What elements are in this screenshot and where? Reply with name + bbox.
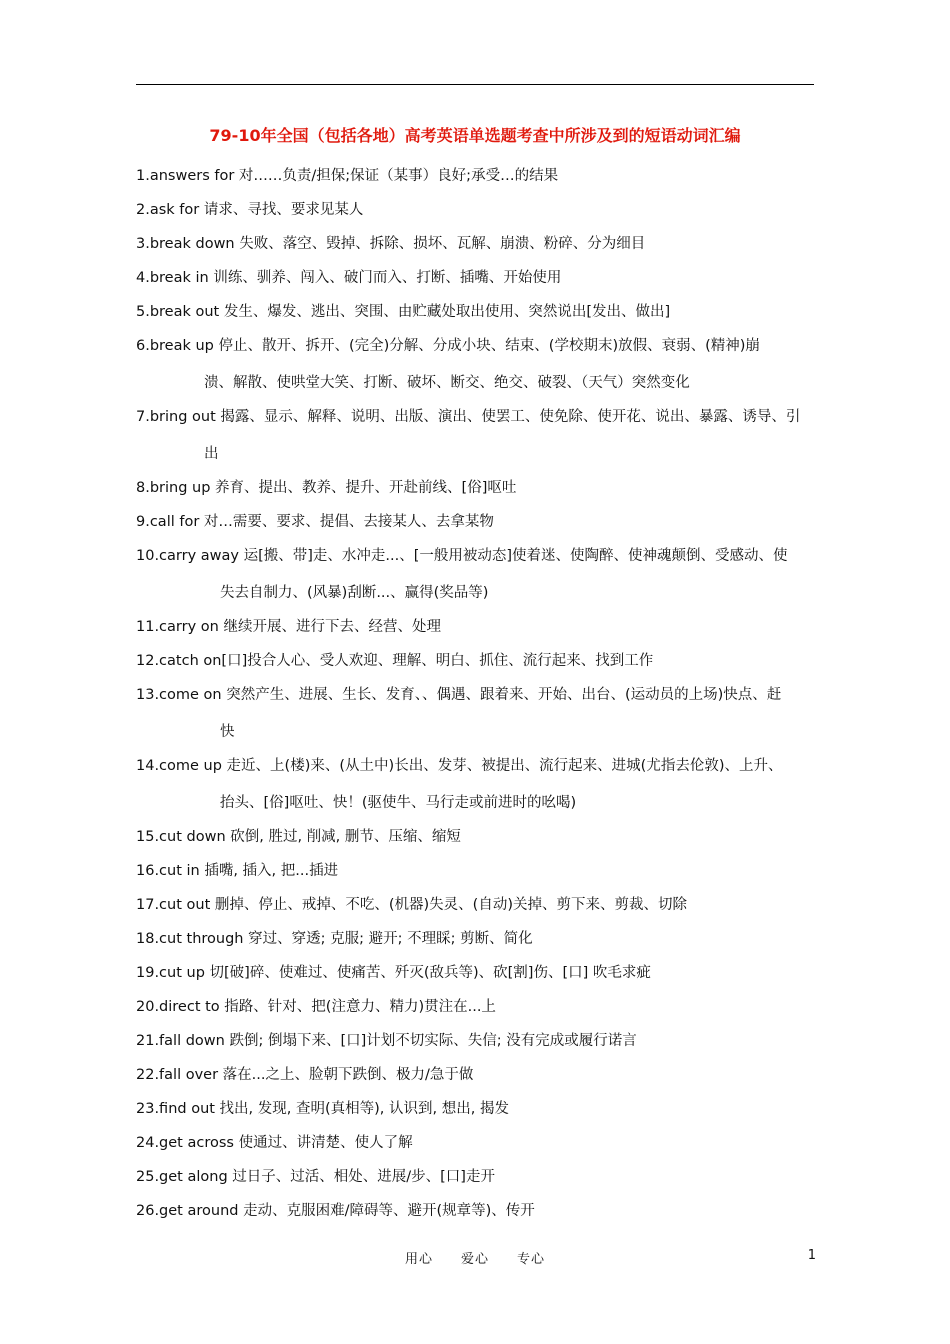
phrase-entry-text: 17.cut out 删掉、停止、戒掉、不吃、(机器)失灵、(自动)关掉、剪下来、剪裁、切除 [136, 897, 687, 913]
phrase-list [136, 158, 816, 1227]
page-number: 1 [807, 1248, 816, 1263]
phrase-entry-continuation: 抬头、[俗]呕吐、快！(驱使牛、马行走或前进时的吆喝) [220, 795, 577, 811]
phrase-entry [136, 748, 816, 822]
phrase-entry [136, 1193, 816, 1230]
phrase-entry-text: 24.get across 使通过、讲清楚、使人了解 [136, 1135, 413, 1151]
phrase-entry [136, 538, 816, 612]
phrase-entry-text: 26.get around 走动、克服困难/障碍等、避开(规章等)、传开 [136, 1203, 535, 1219]
phrase-entry [136, 643, 816, 680]
phrase-entry-text: 22.fall over 落在...之上、脸朝下跌倒、极力/急于做 [136, 1067, 474, 1083]
phrase-entry [136, 1057, 816, 1094]
phrase-entry [136, 853, 816, 890]
phrase-entry-text: 23.find out 找出, 发现, 查明(真相等), 认识到, 想出, 揭发 [136, 1101, 509, 1117]
phrase-entry [136, 921, 816, 958]
phrase-entry-continuation: 溃、解散、使哄堂大笑、打断、破坏、断交、绝交、破裂、（天气）突然变化 [204, 375, 690, 391]
footer-motto: 用心 爱心 专心 [404, 1252, 545, 1267]
phrase-entry [136, 819, 816, 856]
phrase-entry [136, 260, 816, 297]
phrase-entry-text: 4.break in 训练、驯养、闯入、破门而入、打断、插嘴、开始使用 [136, 270, 562, 286]
phrase-entry-text: 6.break up 停止、散开、拆开、(完全)分解、分成小块、结束、(学校期末)放假、衰弱、(精神)崩 [136, 338, 760, 354]
phrase-entry-text: 8.bring up 养育、提出、教养、提升、开赴前线、[俗]呕吐 [136, 480, 517, 496]
phrase-entry-text: 15.cut down 砍倒, 胜过, 削减, 删节、压缩、缩短 [136, 829, 461, 845]
phrase-entry-text: 20.direct to 指路、针对、把(注意力、精力)贯注在...上 [136, 999, 496, 1015]
phrase-entry-text: 18.cut through 穿过、穿透; 克服; 避开; 不理睬; 剪断、简化 [136, 931, 533, 947]
phrase-entry [136, 399, 816, 473]
phrase-entry [136, 470, 816, 507]
phrase-entry-continuation: 出 [204, 446, 219, 462]
phrase-entry-text: 25.get along 过日子、过活、相处、进展/步、[口]走开 [136, 1169, 495, 1185]
phrase-entry-text: 11.carry on 继续开展、进行下去、经营、处理 [136, 619, 441, 635]
phrase-entry-text: 10.carry away 运[搬、带]走、水冲走...、[一般用被动态]使着迷、使陶醉、使神魂颠倒、受感动、使 [136, 548, 788, 564]
phrase-entry-text: 16.cut in 插嘴, 插入, 把...插进 [136, 863, 339, 879]
phrase-entry-text: 21.fall down 跌倒; 倒塌下来、[口]计划不切实际、失信; 没有完成或履行诺言 [136, 1033, 637, 1049]
phrase-entry [136, 609, 816, 646]
phrase-entry [136, 1159, 816, 1196]
phrase-entry-text: 14.come up 走近、上(楼)来、(从土中)长出、发芽、被提出、流行起来、进城(尤指去伦敦)、上升、 [136, 758, 783, 774]
phrase-entry [136, 677, 816, 751]
header-rule [136, 84, 814, 85]
phrase-entry-text: 2.ask for 请求、寻找、要求见某人 [136, 202, 364, 218]
phrase-entry [136, 1023, 816, 1060]
phrase-entry [136, 1125, 816, 1162]
phrase-entry-text: 5.break out 发生、爆发、逃出、突围、由贮藏处取出使用、突然说出[发出、做出] [136, 304, 671, 320]
phrase-entry-text: 12.catch on[口]投合人心、受人欢迎、理解、明白、抓住、流行起来、找到工作 [136, 653, 654, 669]
phrase-entry-text: 19.cut up 切[破]碎、使难过、使痛苦、歼灭(敌兵等)、砍[割]伤、[口] 吹毛求疵 [136, 965, 651, 981]
phrase-entry [136, 294, 816, 331]
document-title: 79-10年全国（包括各地）高考英语单选题考查中所涉及到的短语动词汇编 [209, 126, 741, 145]
phrase-entry-continuation: 快 [220, 724, 235, 740]
phrase-entry-continuation: 失去自制力、(风暴)刮断...、赢得(奖品等) [220, 585, 489, 601]
phrase-entry-text: 3.break down 失败、落空、毁掉、拆除、损坏、瓦解、崩溃、粉碎、分为细目 [136, 236, 646, 252]
phrase-entry [136, 192, 816, 229]
phrase-entry [136, 887, 816, 924]
phrase-entry [136, 328, 816, 402]
phrase-entry-text: 1.answers for 对……负责/担保;保证（某事）良好;承受…的结果 [136, 168, 559, 184]
phrase-entry-text: 13.come on 突然产生、进展、生长、发育、、偶遇、跟着来、开始、出台、(运动员的上场)快点、赶 [136, 687, 782, 703]
phrase-entry [136, 226, 816, 263]
phrase-entry [136, 989, 816, 1026]
phrase-entry-text: 7.bring out 揭露、显示、解释、说明、出版、演出、使罢工、使免除、使开花、说出、暴露、诱导、引 [136, 409, 801, 425]
phrase-entry-text: 9.call for 对…需要、要求、提倡、去接某人、去拿某物 [136, 514, 494, 530]
phrase-entry [136, 1091, 816, 1128]
phrase-entry [136, 504, 816, 541]
phrase-entry [136, 158, 816, 195]
phrase-entry [136, 955, 816, 992]
